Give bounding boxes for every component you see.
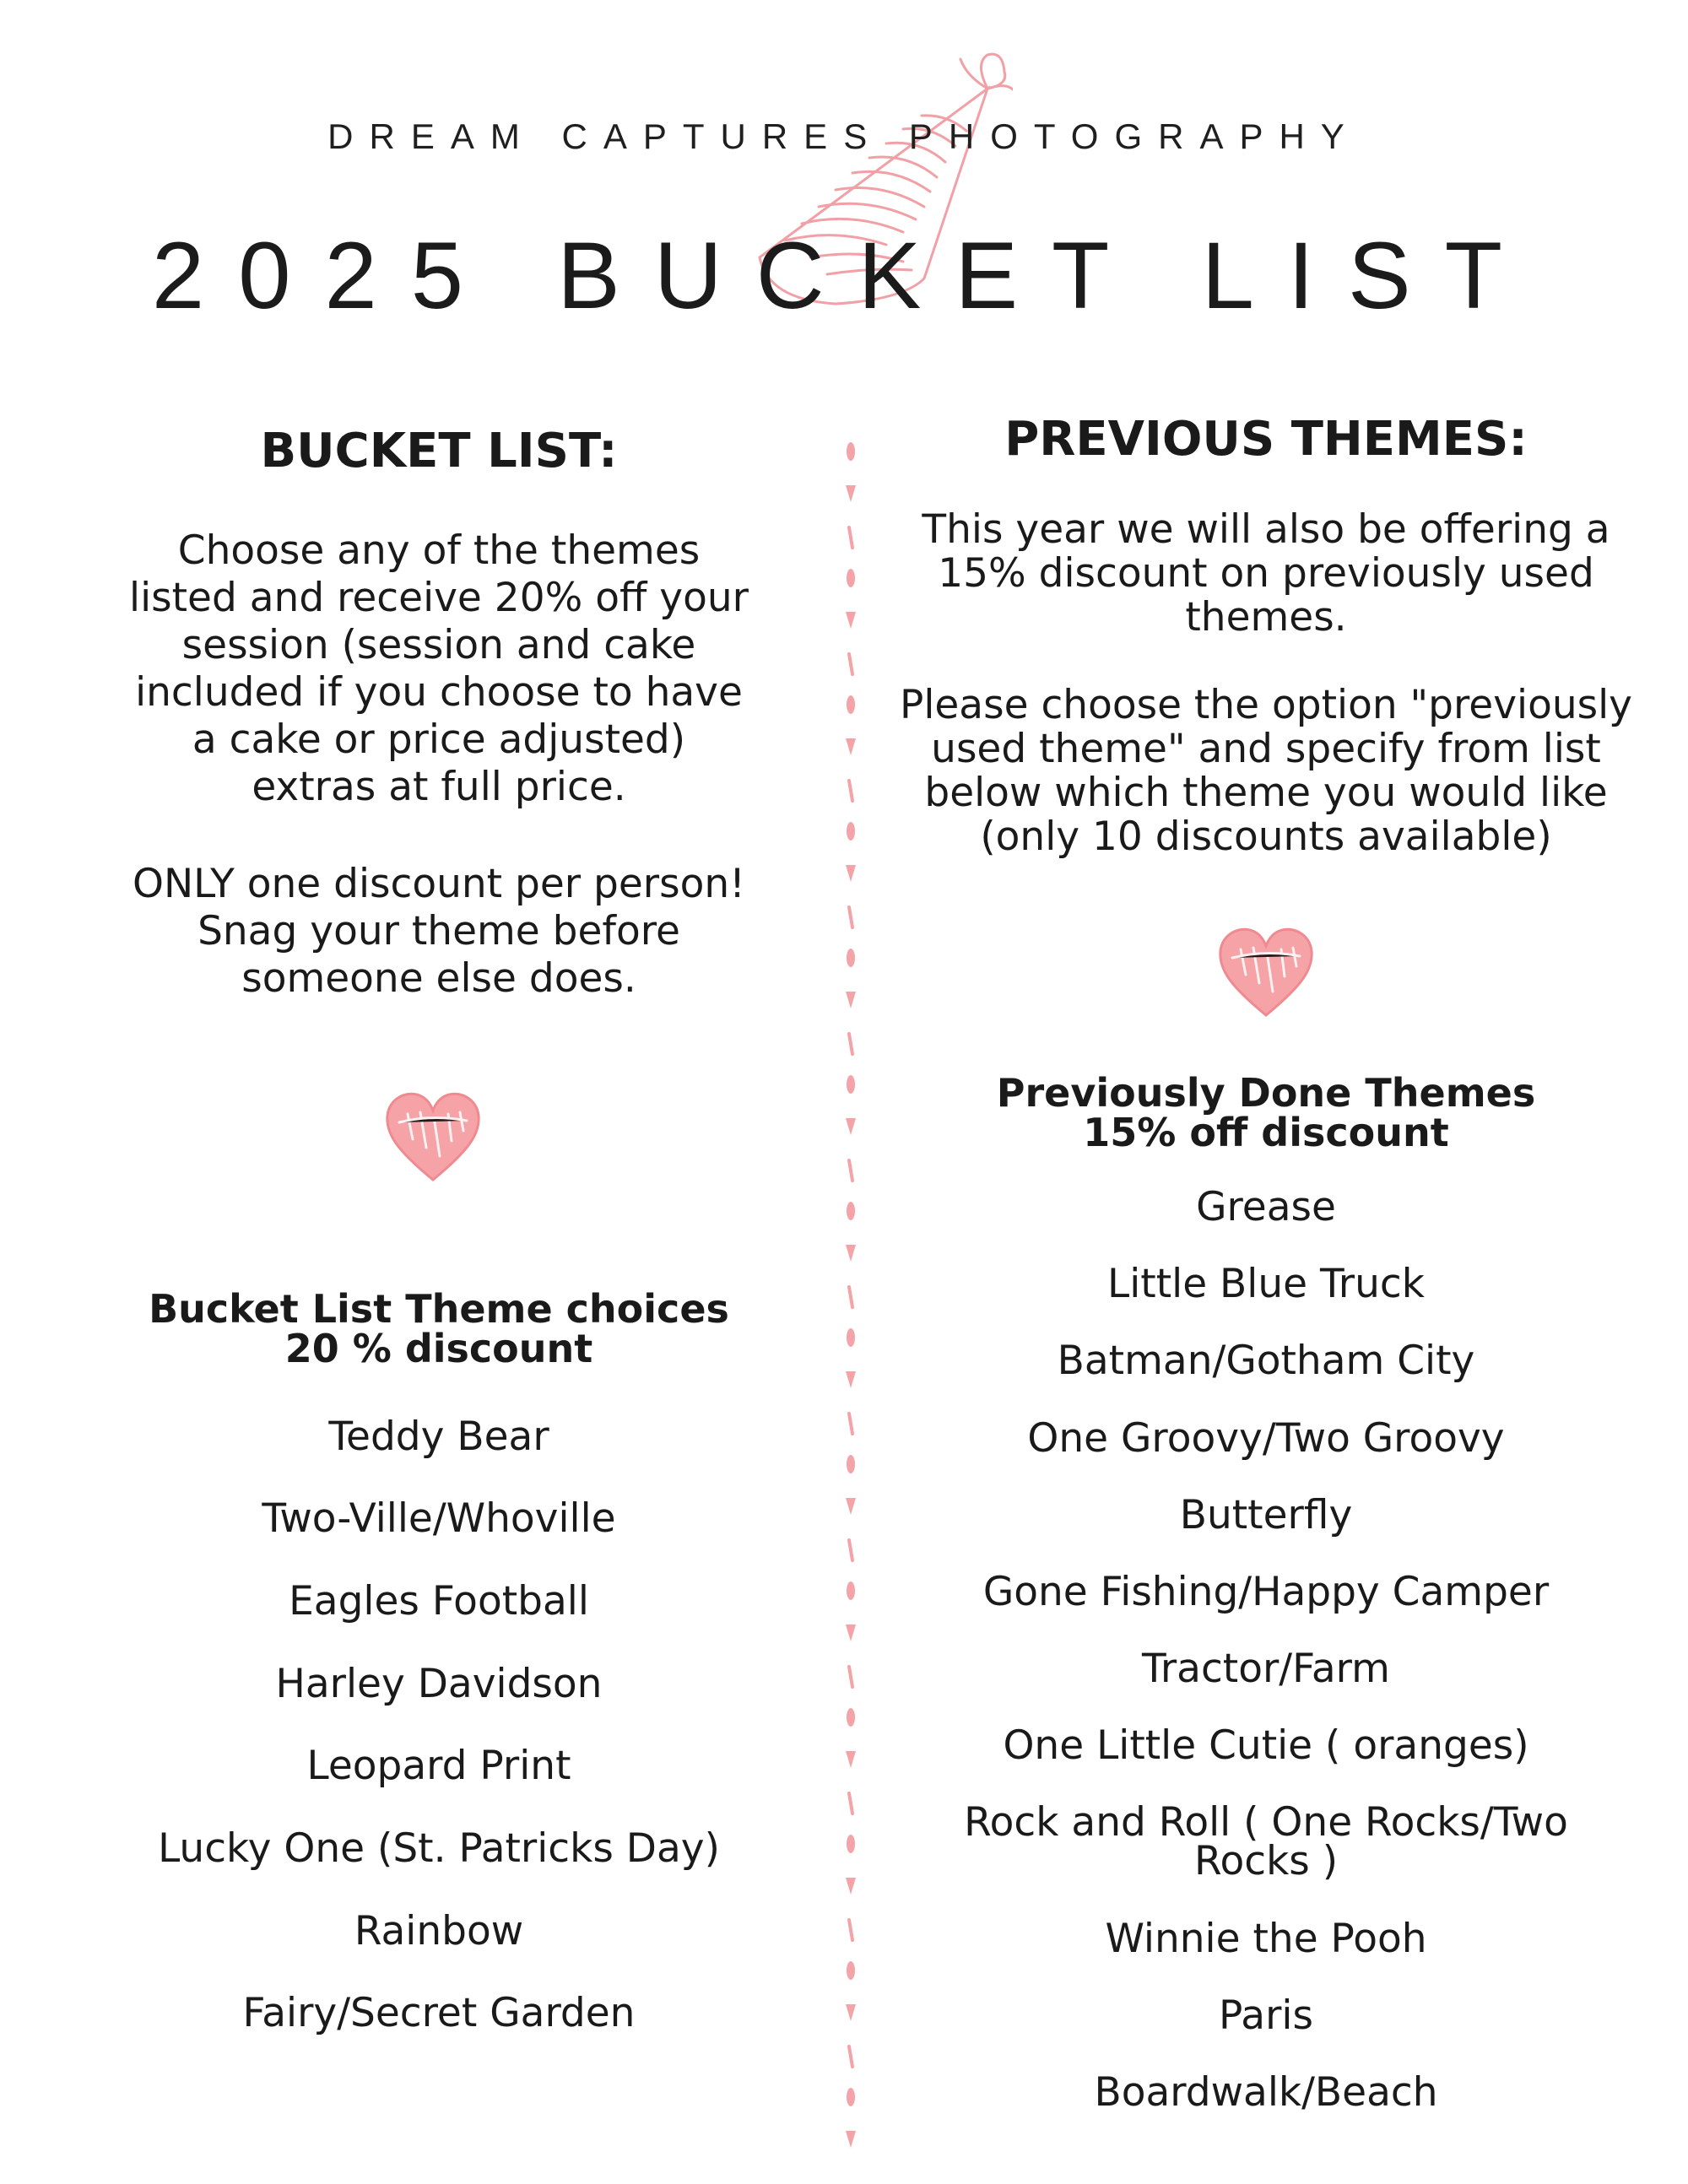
- page-title: 2025 BUCKET LIST: [151, 223, 1537, 328]
- previous-themes-heading: PREVIOUS THEMES:: [1004, 412, 1528, 467]
- previous-themes-description: [886, 508, 1646, 640]
- divider-mark: [849, 1793, 852, 1814]
- divider-mark: [849, 1920, 852, 1940]
- brand-name: DREAM CAPTURES PHOTOGRAPHY: [327, 116, 1361, 156]
- divider-mark: [847, 1328, 855, 1347]
- list-item: Little Blue Truck: [1107, 1261, 1425, 1307]
- description-line: This year we will also be offering a: [922, 506, 1610, 553]
- divider-mark: [847, 569, 855, 587]
- divider-mark: [847, 1202, 855, 1220]
- divider-mark: [846, 1245, 856, 1262]
- divider-mark: [847, 949, 855, 967]
- instruction-line: below which theme you would like: [924, 770, 1608, 816]
- discount-note: [84, 861, 793, 1003]
- list-item: Rainbow: [354, 1908, 524, 1954]
- list-item: Two-Ville/Whoville: [262, 1495, 616, 1542]
- description-line: themes.: [1185, 594, 1347, 641]
- heart-icon: [382, 1089, 484, 1183]
- divider-mark: [847, 1708, 855, 1727]
- divider-mark: [846, 738, 856, 755]
- list-item: Leopard Print: [306, 1743, 571, 1789]
- divider-mark: [846, 865, 856, 882]
- subheading-line: 20 % discount: [284, 1326, 593, 1371]
- bucket-list-subheading: [84, 1286, 793, 1371]
- divider-mark: [846, 1118, 856, 1135]
- list-item: One Groovy/Two Groovy: [1027, 1415, 1505, 1462]
- note-line: ONLY one discount per person!: [132, 861, 746, 907]
- divider-mark: [847, 1455, 855, 1473]
- description-line: a cake or price adjusted): [192, 716, 686, 763]
- description-line: extras at full price.: [252, 764, 626, 810]
- list-item: Fairy/Secret Garden: [242, 1990, 636, 2036]
- list-item: Harley Davidson: [275, 1661, 603, 1707]
- divider-mark: [846, 2131, 856, 2148]
- divider-mark: [846, 992, 856, 1008]
- divider-mark: [849, 781, 852, 801]
- divider-mark: [847, 442, 855, 461]
- bucket-list-heading: BUCKET LIST:: [260, 424, 618, 478]
- divider-mark: [847, 822, 855, 841]
- divider-mark: [846, 1624, 856, 1641]
- subheading-line: Previously Done Themes: [996, 1070, 1536, 1116]
- list-item: Teddy Bear: [328, 1414, 549, 1460]
- divider-mark: [849, 1540, 852, 1560]
- divider-mark: [846, 1371, 856, 1388]
- list-item: Lucky One (St. Patricks Day): [158, 1825, 720, 1872]
- divider-mark: [849, 2046, 852, 2067]
- instruction-line: (only 10 discounts available): [980, 814, 1552, 860]
- divider-mark: [849, 654, 852, 674]
- heart-icon: [1215, 924, 1317, 1019]
- list-item: Paris: [1219, 1992, 1313, 2039]
- list-item: Rocks ): [1193, 1838, 1339, 1884]
- divider-mark: [846, 1498, 856, 1515]
- divider-mark: [847, 1961, 855, 1980]
- divider-mark: [847, 1581, 855, 1600]
- description-line: 15% discount on previously used: [938, 550, 1594, 597]
- description-line: included if you choose to have: [135, 669, 743, 716]
- divider-mark: [849, 1667, 852, 1687]
- divider-mark: [847, 1835, 855, 1853]
- divider-mark: [846, 612, 856, 629]
- divider-mark: [849, 1414, 852, 1434]
- divider-mark: [849, 1160, 852, 1181]
- divider-mark: [847, 2088, 855, 2106]
- dashed-divider: [834, 435, 868, 2165]
- instruction-line: Please choose the option "previously: [899, 682, 1632, 728]
- subheading-line: Bucket List Theme choices: [149, 1286, 729, 1332]
- divider-mark: [846, 1751, 856, 1768]
- divider-mark: [849, 527, 852, 548]
- divider-mark: [847, 695, 855, 714]
- divider-mark: [846, 1878, 856, 1895]
- divider-mark: [849, 1034, 852, 1054]
- list-item: Winnie the Pooh: [1105, 1916, 1427, 1962]
- divider-mark: [849, 1287, 852, 1307]
- description-line: listed and receive 20% off your: [129, 575, 749, 621]
- list-item: Grease: [1196, 1184, 1336, 1230]
- list-item: Tractor/Farm: [1142, 1646, 1390, 1692]
- note-line: Snag your theme before: [197, 908, 680, 954]
- list-item: Boardwalk/Beach: [1094, 2069, 1438, 2116]
- previous-themes-instructions: [886, 684, 1646, 859]
- list-item: One Little Cutie ( oranges): [1003, 1722, 1529, 1769]
- bucket-list-description: [84, 527, 793, 811]
- list-item: Gone Fishing/Happy Camper: [982, 1569, 1550, 1615]
- instruction-line: used theme" and specify from list: [931, 726, 1601, 772]
- divider-mark: [846, 2004, 856, 2021]
- divider-mark: [847, 1075, 855, 1094]
- divider-mark: [846, 485, 856, 502]
- list-item: Batman/Gotham City: [1057, 1338, 1475, 1384]
- previous-themes-subheading: [886, 1070, 1646, 1155]
- note-line: someone else does.: [241, 955, 636, 1002]
- description-line: session (session and cake: [181, 622, 696, 668]
- subheading-line: 15% off discount: [1083, 1110, 1449, 1155]
- description-line: Choose any of the themes: [177, 527, 701, 574]
- list-item: Eagles Football: [289, 1578, 589, 1624]
- list-item: Rock and Roll ( One Rocks/Two: [964, 1799, 1568, 1846]
- list-item: Butterfly: [1179, 1492, 1353, 1538]
- divider-mark: [849, 907, 852, 927]
